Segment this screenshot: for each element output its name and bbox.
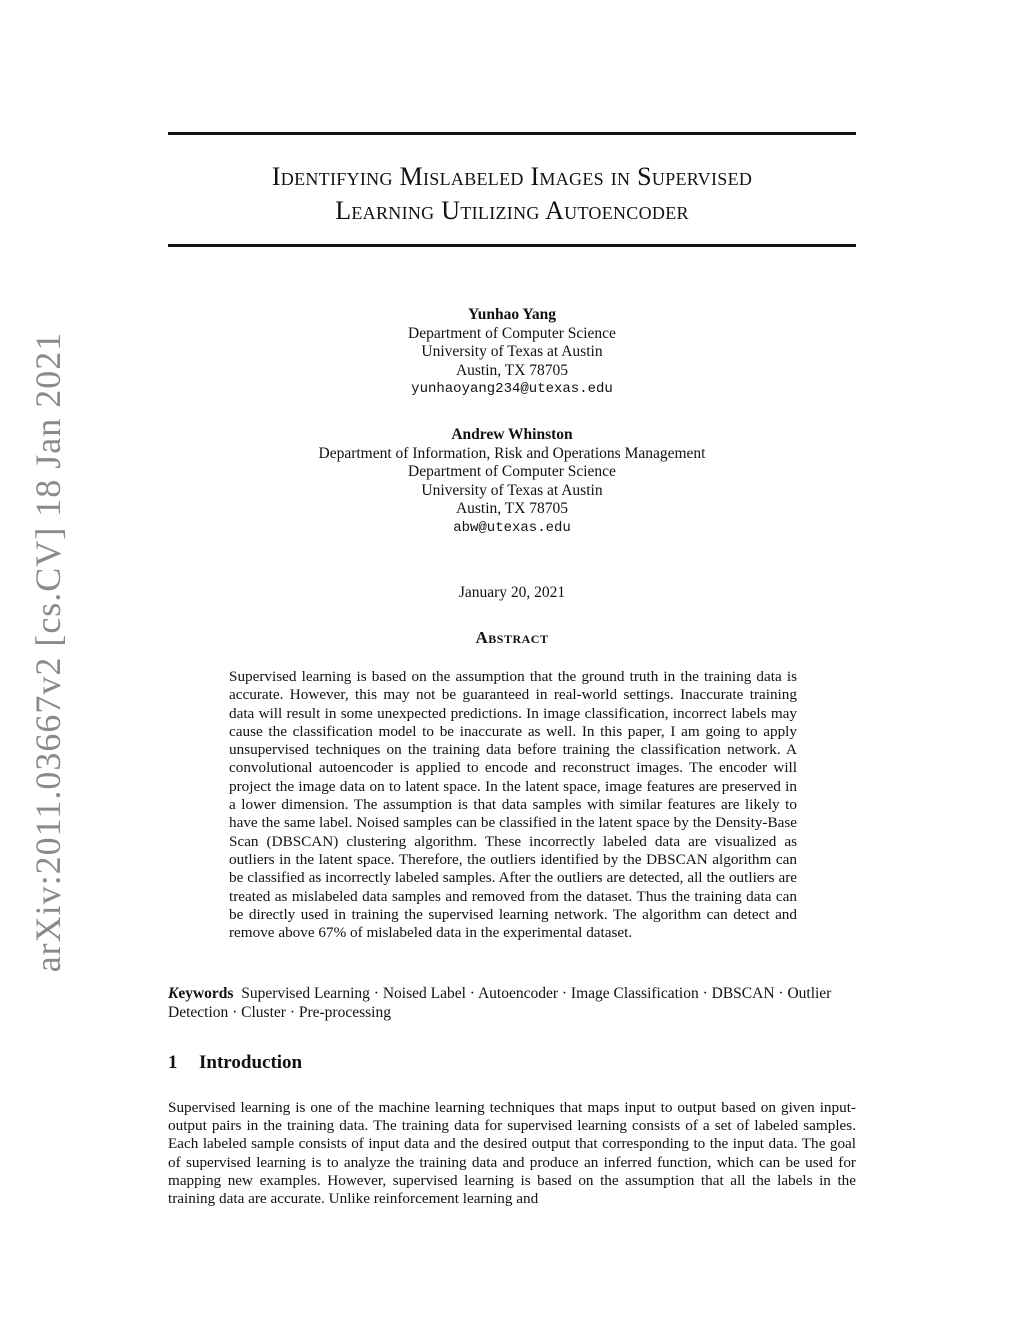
- section-heading-introduction: [168, 1052, 302, 1074]
- arxiv-identifier-stamp: arXiv:2011.03667v2 [cs.CV] 18 Jan 2021: [28, 331, 68, 973]
- author-affiliation: Austin, TX 78705: [455, 361, 569, 379]
- author-affiliation: University of Texas at Austin: [421, 481, 603, 499]
- title-bottom-rule: [168, 244, 856, 247]
- keywords-label-rest: eywords: [178, 985, 234, 1002]
- author-email[interactable]: abw@utexas.edu: [453, 519, 571, 536]
- keywords-label: [168, 985, 233, 1002]
- paper-title-line-1: Identifying Mislabeled Images in Supervised: [271, 162, 753, 191]
- keywords-text: Supervised Learning · Noised Label · Autoencoder · Image Classification · DBSCAN · Outlier Detection · Cluster · Pre-processing: [168, 985, 832, 1021]
- author-affiliation: Austin, TX 78705: [455, 500, 569, 517]
- author-affiliation: Department of Computer Science: [408, 324, 616, 342]
- author-block-2: [168, 426, 856, 537]
- keywords-label-initial: K: [168, 985, 179, 1002]
- section-number: 1: [168, 1052, 178, 1073]
- paper-title: [168, 160, 856, 228]
- author-email[interactable]: yunhaoyang234@utexas.edu: [411, 381, 613, 397]
- author-affiliation: University of Texas at Austin: [421, 343, 603, 360]
- publication-date: January 20, 2021: [458, 584, 566, 601]
- section-title: Introduction: [199, 1052, 303, 1073]
- abstract-body: Supervised learning is based on the assumption that the ground truth in the training data is accurate. However, this may not be guaranteed in real-world settings. Inaccurate training data will result in some unexpected predictions. In image classification, incorrect labels may cause the classification model to be inaccurate as well. In this paper, I am going to apply unsupervised techniques on the training data before training the classification network. A convolutional autoencoder is applied to encode and reconstruct images. The encoder will project the image data on to latent space. In the latent space, image features are preserved in a lower dimension. The assumption is that data samples with similar features are likely to have the same label. Noised samples can be classified in the latent space by the Density-Base Scan (DBSCAN) clustering algorithm. These incorrectly labeled data are visualized as outliers in the latent space. Therefore, the outliers identified by the DBSCAN algorithm can be classified as incorrectly labeled samples. After the outliers are detected, all the outliers are treated as mislabeled data samples and removed from the dataset. Thus the training data can be directly used in training the supervised learning network. The algorithm can detect and remove above 67% of mislabeled data in the experimental dataset.: [229, 668, 797, 942]
- author-affiliation: Department of Information, Risk and Operations Management: [318, 444, 706, 462]
- introduction-body: Supervised learning is one of the machine learning techniques that maps input to output based on given input-output pairs in the training data. The training data for supervised learning consists of a set of labeled samples. Each labeled sample consists of input data and the desired output that corresponding to the input data. The goal of supervised learning is to analyze the training data and produce an inferred function, which can be used for mapping new examples. However, supervised learning is based on the assumption that all the labels in the training data are accurate. Unlike reinforcement learning and: [168, 1099, 856, 1208]
- author-block-1: [168, 306, 856, 399]
- paper-title-line-2: Learning Utilizing Autoencoder: [335, 196, 689, 225]
- title-top-rule: [168, 132, 856, 135]
- author-affiliation: Department of Computer Science: [408, 463, 616, 480]
- keywords-line: [168, 985, 856, 1022]
- author-name: Andrew Whinston: [451, 426, 573, 443]
- abstract-heading: Abstract: [475, 628, 549, 647]
- author-name: Yunhao Yang: [467, 306, 557, 323]
